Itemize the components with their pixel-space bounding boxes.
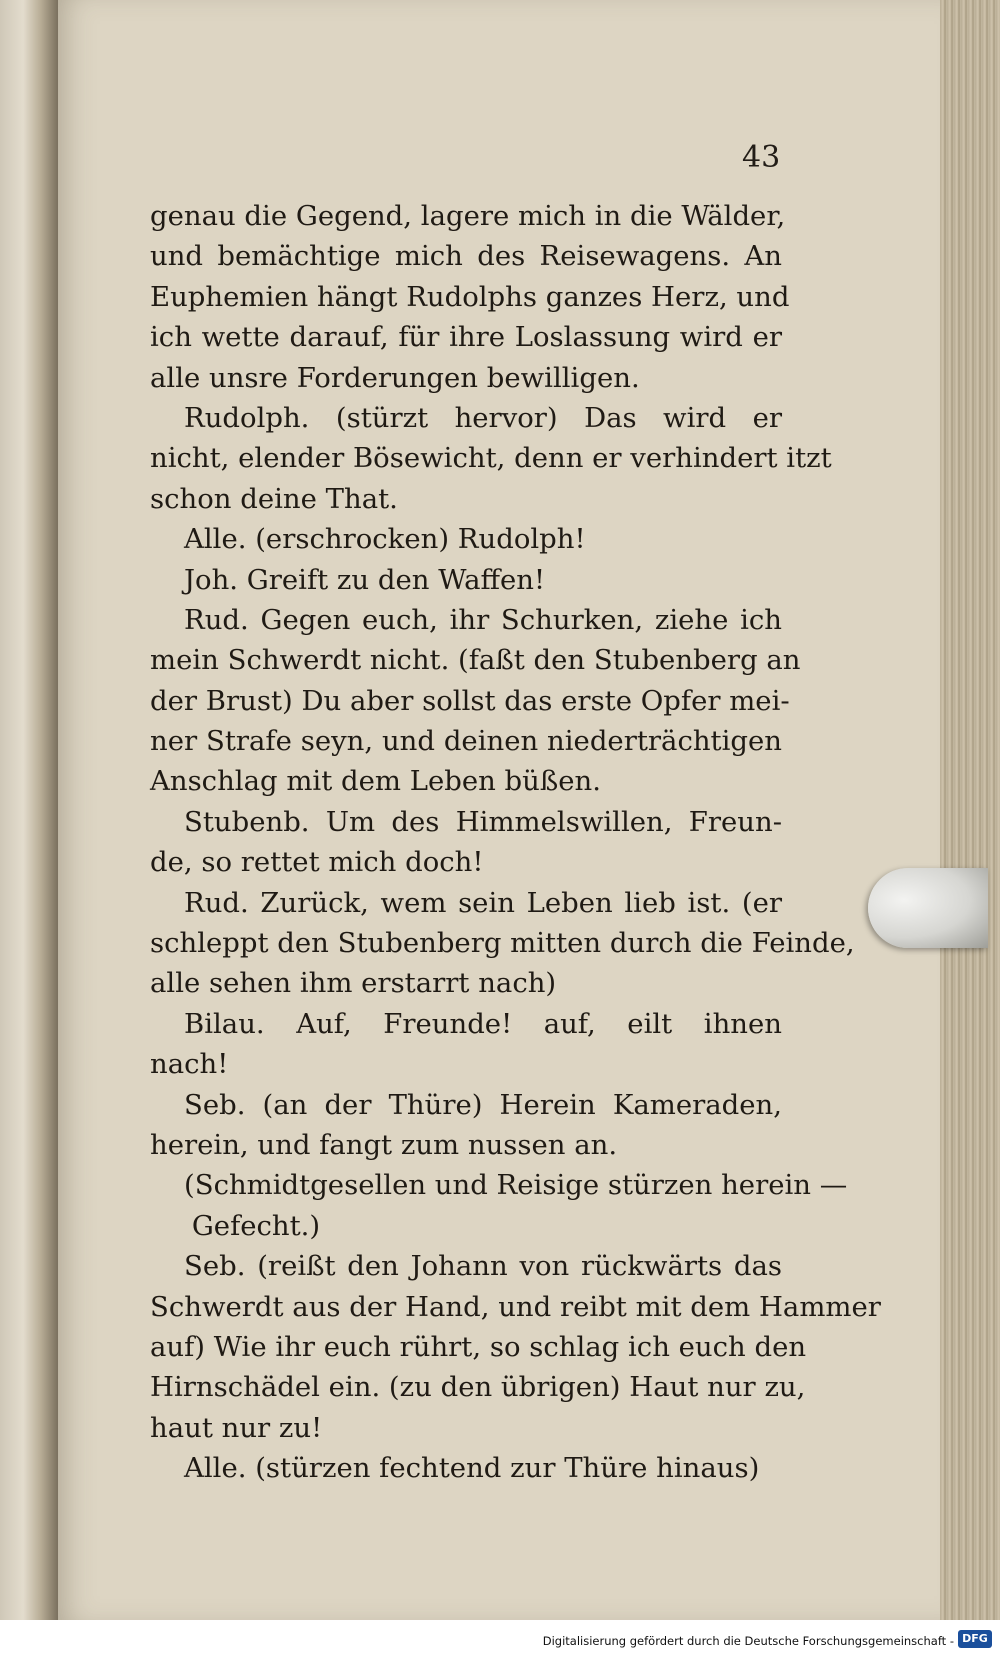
text-line: Bilau. Auf, Freunde! auf, eilt ihnen (184, 1007, 782, 1040)
text-line: Rud. Zurück, wem sein Leben lieb ist. (er (184, 886, 782, 919)
book-clip-tab (868, 868, 988, 948)
book-gutter (0, 0, 58, 1620)
text-line: alle unsre Forderungen bewilligen. (150, 361, 640, 394)
text-line: ner Strafe seyn, und deinen niederträchtigen (150, 725, 782, 758)
text-line: Alle. (stürzen fechtend zur Thüre hinaus) (184, 1452, 760, 1485)
text-line: Hirnschädel ein. (zu den übrigen) Haut nur zu, (150, 1371, 806, 1404)
text-line: alle sehen ihm erstarrt nach) (150, 967, 557, 1000)
text-line: Rud. Gegen euch, ihr Schurken, ziehe ich (184, 603, 782, 636)
dfg-logo[interactable]: DFG (958, 1630, 992, 1648)
text-line: Joh. Greift zu den Waffen! (184, 563, 546, 596)
text-line: haut nur zu! (150, 1411, 323, 1444)
text-line: Schwerdt aus der Hand, und reibt mit dem Hammer (150, 1290, 881, 1323)
text-line: genau die Gegend, lagere mich in die Wälder, (150, 200, 786, 232)
text-line: de, so rettet mich doch! (150, 846, 484, 879)
text-line: mein Schwerdt nicht. (faßt den Stubenberg an (150, 644, 801, 677)
text-line: nicht, elender Bösewicht, denn er verhindert itzt (150, 442, 832, 475)
text-line: der Brust) Du aber sollst das erste Opfer mei- (150, 684, 790, 717)
text-line: schleppt den Stubenberg mitten durch die Feinde, (150, 927, 855, 960)
text-line: Rudolph. (stürzt hervor) Das wird er (184, 401, 782, 434)
text-line: Euphemien hängt Rudolphs ganzes Herz, und (150, 280, 790, 313)
text-line: auf) Wie ihr euch rührt, so schlag ich euch den (150, 1330, 807, 1363)
text-line: und bemächtige mich des Reisewagens. An (150, 240, 782, 273)
text-line: (Schmidtgesellen und Reisige stürzen herein — (184, 1169, 848, 1202)
text-line: schon deine That. (150, 482, 398, 515)
text-line: Alle. (erschrocken) Rudolph! (184, 523, 586, 556)
page-text (150, 196, 881, 1489)
text-line: nach! (150, 1048, 229, 1081)
text-line: Seb. (reißt den Johann von rückwärts das (184, 1250, 782, 1283)
footer-bar (0, 1620, 1000, 1660)
text-line: Gefecht.) (191, 1209, 321, 1242)
funding-credit: Digitalisierung gefördert durch die Deutsche Forschungsgemeinschaft - (542, 1634, 954, 1648)
page-number: 43 (742, 140, 781, 175)
text-line: Seb. (an der Thüre) Herein Kameraden, (184, 1088, 782, 1121)
text-line: Anschlag mit dem Leben büßen. (150, 765, 601, 798)
text-line: ich wette darauf, für ihre Loslassung wird er (150, 321, 782, 354)
text-line: Stubenb. Um des Himmelswillen, Freun- (184, 805, 782, 838)
text-line: herein, und fangt zum nussen an. (150, 1128, 618, 1161)
page-edges (940, 0, 1000, 1620)
